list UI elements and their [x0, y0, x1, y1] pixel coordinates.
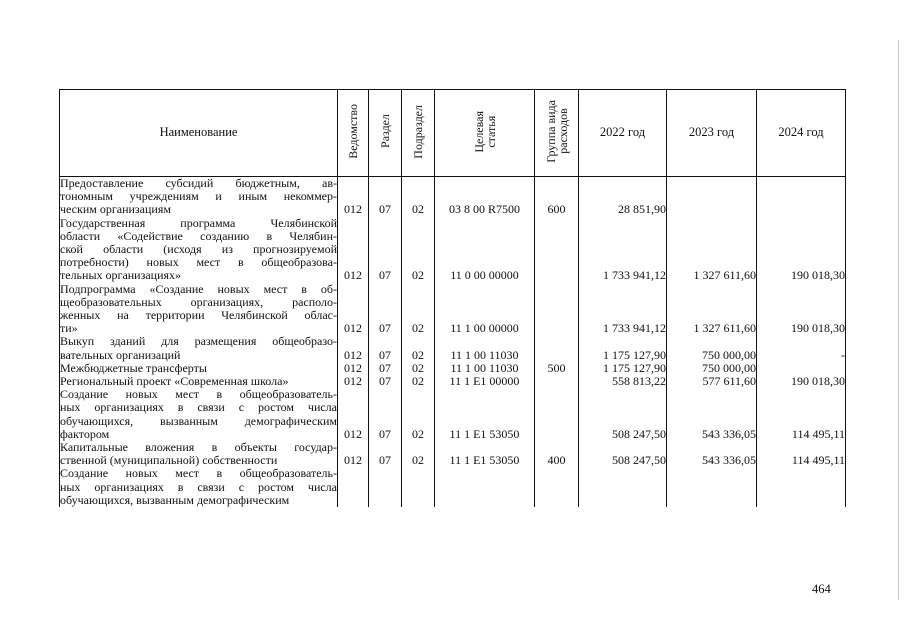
- row-name: [60, 467, 338, 507]
- row-2024: [757, 177, 846, 217]
- row-2022: 1 175 127,90: [579, 362, 667, 375]
- row-gruppa: 400: [535, 441, 579, 467]
- row-podrazdel: 02: [402, 217, 435, 283]
- row-name-line: тономным учреждениям и иным некоммер-: [60, 189, 337, 204]
- row-tselevaya: 11 1 00 00000: [435, 283, 535, 336]
- row-2022: [579, 467, 667, 507]
- page-number: 464: [812, 582, 831, 596]
- row-razdel: 07: [369, 335, 402, 361]
- table-row: [60, 388, 846, 441]
- header-row: [60, 90, 846, 177]
- scan-edge-line: [898, 40, 899, 600]
- table-row: [60, 362, 846, 375]
- row-razdel: 07: [369, 375, 402, 388]
- row-razdel: 07: [369, 388, 402, 441]
- row-2024: 190 018,30: [757, 217, 846, 283]
- row-name: [60, 441, 338, 467]
- row-name-line: ти»: [60, 321, 78, 336]
- row-podrazdel: 02: [402, 177, 435, 217]
- row-name-line: фактором: [60, 426, 110, 441]
- row-razdel: [369, 467, 402, 507]
- row-name-line: ных организациях в связи с ростом числа: [60, 479, 337, 494]
- row-razdel: 07: [369, 177, 402, 217]
- row-2022: 1 733 941,12: [579, 217, 667, 283]
- row-name-line: ческим организациям: [60, 202, 171, 217]
- row-ved: 012: [338, 177, 369, 217]
- header-tselevaya: [435, 90, 535, 177]
- row-ved: 012: [338, 362, 369, 375]
- row-2022: 508 247,50: [579, 441, 667, 467]
- row-name: [60, 283, 338, 336]
- row-ved: 012: [338, 375, 369, 388]
- row-name-line: Подпрограмма «Создание новых мест в об-: [60, 282, 337, 296]
- table-row: [60, 283, 846, 336]
- budget-table: [59, 89, 846, 507]
- row-razdel: 07: [369, 441, 402, 467]
- table-row: [60, 467, 846, 507]
- row-name: [60, 335, 338, 361]
- row-2023: 577 611,60: [667, 375, 757, 388]
- header-podrazdel: [402, 90, 435, 177]
- row-name-line: области «Содействие созданию в Челябин-: [60, 228, 337, 243]
- row-gruppa: 500: [535, 362, 579, 375]
- row-name-line: женных на территории Челябинской облас-: [60, 308, 337, 323]
- row-2022: 1 175 127,90: [579, 335, 667, 361]
- row-tselevaya: 11 1 00 11030: [435, 335, 535, 361]
- table-row: [60, 177, 846, 217]
- header-gruppa: [535, 90, 579, 177]
- header-razdel: [369, 90, 402, 177]
- row-podrazdel: 02: [402, 362, 435, 375]
- row-name-line: щеобразовательных организациях, располо-: [60, 294, 337, 309]
- row-name-line: ской области (исходя из прогнозируемой: [60, 242, 337, 257]
- row-ved: 012: [338, 441, 369, 467]
- table-row: [60, 335, 846, 361]
- row-2023: 750 000,00: [667, 362, 757, 375]
- table-row: [60, 217, 846, 283]
- row-podrazdel: 02: [402, 283, 435, 336]
- row-name-line: Капитальные вложения в объекты государ-: [60, 441, 337, 455]
- row-gruppa: [535, 467, 579, 507]
- row-podrazdel: 02: [402, 375, 435, 388]
- row-2023: [667, 467, 757, 507]
- row-ved: 012: [338, 283, 369, 336]
- row-gruppa: [535, 335, 579, 361]
- row-2023: 543 336,05: [667, 388, 757, 441]
- row-ved: [338, 467, 369, 507]
- header-podrazdel-label: Подраздел: [411, 104, 425, 159]
- row-podrazdel: 02: [402, 441, 435, 467]
- header-razdel-label: Раздел: [378, 114, 392, 149]
- row-2022: 1 733 941,12: [579, 283, 667, 336]
- row-ved: 012: [338, 388, 369, 441]
- row-razdel: 07: [369, 283, 402, 336]
- row-name-line: ственной (муниципальной) собственности: [60, 453, 278, 468]
- row-2023: 750 000,00: [667, 335, 757, 361]
- row-podrazdel: 02: [402, 388, 435, 441]
- row-2023: 543 336,05: [667, 441, 757, 467]
- row-razdel: 07: [369, 362, 402, 375]
- header-ved-label: Ведомство: [346, 104, 360, 159]
- row-2024: -: [757, 335, 846, 361]
- row-name-line: потребности) новых мест в общеобразова-: [60, 255, 337, 270]
- row-gruppa: [535, 375, 579, 388]
- row-2024: 190 018,30: [757, 283, 846, 336]
- row-tselevaya: 03 8 00 R7500: [435, 177, 535, 217]
- row-razdel: 07: [369, 217, 402, 283]
- row-gruppa: [535, 217, 579, 283]
- row-2024: 190 018,30: [757, 375, 846, 388]
- table-row: [60, 441, 846, 467]
- row-2022: 558 813,22: [579, 375, 667, 388]
- row-gruppa: [535, 388, 579, 441]
- row-podrazdel: 02: [402, 335, 435, 361]
- header-2023: 2023 год: [667, 90, 757, 177]
- row-2024: 114 495,11: [757, 388, 846, 441]
- table-body: [60, 177, 846, 508]
- row-name: [60, 375, 338, 388]
- row-name: [60, 362, 338, 375]
- row-name-line: вательных организаций: [60, 347, 181, 362]
- row-name-line: Предоставление субсидий бюджетным, ав-: [60, 176, 337, 190]
- header-gruppa-label: Группа вида расходов: [543, 100, 570, 163]
- row-tselevaya: [435, 467, 535, 507]
- header-2022: 2022 год: [579, 90, 667, 177]
- row-name-line: Государственная программа Челябинской: [60, 216, 337, 230]
- row-name-line: тельных организациях»: [60, 268, 182, 283]
- row-tselevaya: 11 1 E1 53050: [435, 388, 535, 441]
- row-tselevaya: 11 1 00 11030: [435, 362, 535, 375]
- row-2024: [757, 467, 846, 507]
- row-2023: [667, 177, 757, 217]
- row-name-line: Выкуп зданий для размещения общеобразо-: [60, 335, 337, 349]
- row-2022: 508 247,50: [579, 388, 667, 441]
- row-name-line: Создание новых мест в общеобразователь-: [60, 467, 337, 481]
- header-name: Наименование: [60, 90, 338, 177]
- header-2024: 2024 год: [757, 90, 846, 177]
- row-name: [60, 388, 338, 441]
- header-ved: [338, 90, 369, 177]
- row-name: [60, 177, 338, 217]
- row-ved: 012: [338, 335, 369, 361]
- row-ved: 012: [338, 217, 369, 283]
- row-name-line: обучающихся, вызванным демографическим: [60, 413, 337, 428]
- row-tselevaya: 11 1 E1 00000: [435, 375, 535, 388]
- row-gruppa: 600: [535, 177, 579, 217]
- row-podrazdel: [402, 467, 435, 507]
- row-2023: 1 327 611,60: [667, 217, 757, 283]
- row-tselevaya: 11 0 00 00000: [435, 217, 535, 283]
- row-name-line: ных организациях в связи с ростом числа: [60, 400, 337, 415]
- row-name-line: Региональный проект «Современная школа»: [60, 375, 289, 389]
- row-name-line: Создание новых мест в общеобразователь-: [60, 388, 337, 402]
- row-name-line: обучающихся, вызванным демографическим: [60, 492, 290, 507]
- table-row: [60, 375, 846, 388]
- row-2023: 1 327 611,60: [667, 283, 757, 336]
- header-tselevaya-label: Целевая статья: [471, 110, 498, 153]
- row-tselevaya: 11 1 E1 53050: [435, 441, 535, 467]
- row-name-line: Межбюджетные трансферты: [60, 361, 207, 375]
- row-gruppa: [535, 283, 579, 336]
- row-name: [60, 217, 338, 283]
- row-2024: 114 495,11: [757, 441, 846, 467]
- row-2024: [757, 362, 846, 375]
- row-2022: 28 851,90: [579, 177, 667, 217]
